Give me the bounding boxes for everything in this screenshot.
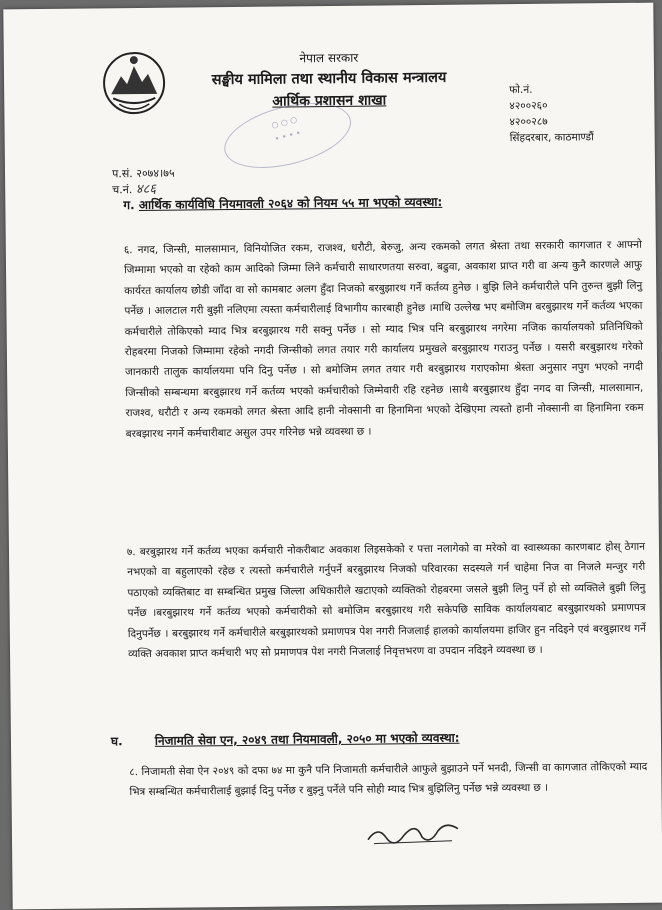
reference-numbers bbox=[112, 166, 175, 199]
section-gh-heading bbox=[111, 729, 460, 751]
paragraph-8: ८. निजामती सेवा ऐन २०४९ को दफा ७४ मा कुनै पनि निजामती कर्मचारीले आफुले बुझाउने पर्ने भनदी, जिन्सी वा कागजात तोकिएको म्याद भित्र सम्बन्धित कर्मचारीलाई बुझाई दिनु पर्नेछ र बुझ्नु पर्नेले पनि सोही म्याद भित्र बुझिलिनु पर्नेछ भन्ने व्यवस्था छ । bbox=[129, 760, 648, 799]
section-g-label: ग. bbox=[123, 198, 135, 213]
phone-number-1: ४२००२६० bbox=[509, 99, 548, 113]
dispatch-number-label: च.नं. bbox=[112, 183, 133, 197]
phone-number-2: ४२००२८७ bbox=[509, 115, 548, 129]
office-address: सिंहदरबार, काठमाण्डौं bbox=[509, 131, 594, 145]
section-g-heading bbox=[123, 193, 442, 214]
phone-label: फो.नं. bbox=[509, 83, 533, 97]
signature-icon bbox=[364, 815, 464, 850]
document-page bbox=[3, 3, 662, 910]
paragraph-6: ६. नगद, जिन्सी, मालसामान, विनियोजित रकम, राजश्व, धरौटी, बेरुजु, अन्य रकमको लगत श्रेस्ता तथा सरकारी कागजात र आफ्नो जिम्मामा भएको वा रहेको काम आदिको जिम्मा लिने कर्मचारी साधारणतया सरुवा, बढुवा, अवकाश प्राप्त गरी वा अन्य कुनै कारणले आफु कार्यरत कार्यालय छोडी जाँदा वा सो कामबाट अलग हुँदा निजको बरबुझारथ गर्ने कर्तव्य हुनेछ । बुझि लिने कर्मचारीले पनि तुरुन्त बुझी लिनु पर्नेछ । आलटाल गरी बुझी नलिएमा त्यस्ता कर्मचारीलाई विभागीय कारबाही हुनेछ ।माथि उल्लेख भए बमोजिम बरबुझारथ गर्ने कर्तव्य भएका कर्मचारीले तोकिएको म्याद भित्र बरबुझारथ गरी सक्नु पर्नेछ । सो म्याद भित्र पनि बरबुझारथ नगरेमा नजिक कार्यालयको प्रतिनिधिको रोहबरमा निजको जिम्मामा रहेको नगदी जिन्सीको लगत तयार गरी कार्यालय प्रमुखले बरबुझारथ गराउनु पर्नेछ । यसरी बरबुझारथ गरेको जानकारी तालुक कार्यालयमा पनि दिनु पर्नेछ । सो बमोजिम लगत तयार गरी बरबुझारथ गराएकोमा श्रेस्ता अनुसार नपुग भएको नगदी जिन्सीको सम्बन्धमा बरबुझारथ गर्ने कर्तव्य भएको कर्मचारीको जिम्मेवारी रहि रहनेछ ।साथै बरबुझारथ हुँदा नगद वा जिन्सी, मालसामान, राजश्व, धरौटी र अन्य रकमको लगत श्रेस्ता आदि हानी नोक्सानी वा हिनामिना भएको देखिएमा त्यस्तो हानी नोक्सानी वा हिनामिना रकम बरबझारथ नगर्ने कर्मचारीबाट असुल उपर गरिनेछ भन्ने व्यवस्था छ । bbox=[123, 238, 644, 440]
section-gh-label: घ. bbox=[110, 734, 123, 749]
section-g-title: आर्थिक कार्यविधि नियमावली २०६४ को नियम ५५ मा भएको व्यवस्था: bbox=[138, 194, 443, 213]
letter-ps-number: प.सं. २०७४।७५ bbox=[111, 166, 175, 181]
section-gh-title: निजामति सेवा एन, २०४९ तथा नियमावली, २०५० मा भएको व्यवस्था: bbox=[154, 730, 460, 748]
ministry-name: सङ्घीय मामिला तथा स्थानीय विकास मन्त्रालय bbox=[211, 69, 447, 89]
contact-block bbox=[509, 81, 594, 146]
dispatch-number-value: ४८६ bbox=[135, 181, 157, 198]
paragraph-7: ७. बरबुझारथ गर्ने कर्तव्य भएका कर्मचारी नोकरीबाट अवकाश लिइसकेको र पत्ता नलागेको वा मरेको वा स्वास्थ्यका कारणबाट होस् ठेगान नभएको वा बहुलाएको रहेछ र त्यस्तो कर्मचारीले गर्नुपर्ने बरबुझारथ निजको परिवारका सदस्यले गर्न चाहेमा निज वा निजले मन्जुर गरी पठाएको व्यक्तिबाट वा सम्बन्धित प्रमुख जिल्ला अधिकारीले खटाएको व्यक्तिको रोहबरमा जसले बुझी लिनु पर्ने हो सो व्यक्तिले बुझी लिनु पर्नेछ ।बरबुझारथ गर्ने कर्तव्य भएको कर्मचारीको सो बमोजिम बरबुझारथ गरी सकेपछि साविक कार्यालयबाट बरबुझारथको प्रमाणपत्र दिनुपर्नेछ । बरबुझारथ गर्ने कर्मचारीले बरबुझारथको प्रमाणपत्र पेश नगरी निजलाई हालको कार्यालयमा हाजिर हुन नदिइने एवं बरबुझारथ गर्ने व्यक्ति अवकाश प्राप्त कर्मचारी भए सो प्रमाणपत्र पेश नगरी निजलाई निवृत्तभरण वा उपदान नदिइने व्यवस्था छ । bbox=[126, 540, 646, 661]
government-name: नेपाल सरकार bbox=[299, 50, 359, 66]
section-name: आर्थिक प्रशासन शाखा bbox=[272, 92, 387, 110]
office-stamp-icon: ○ ○ ○ • • • • bbox=[217, 91, 357, 180]
